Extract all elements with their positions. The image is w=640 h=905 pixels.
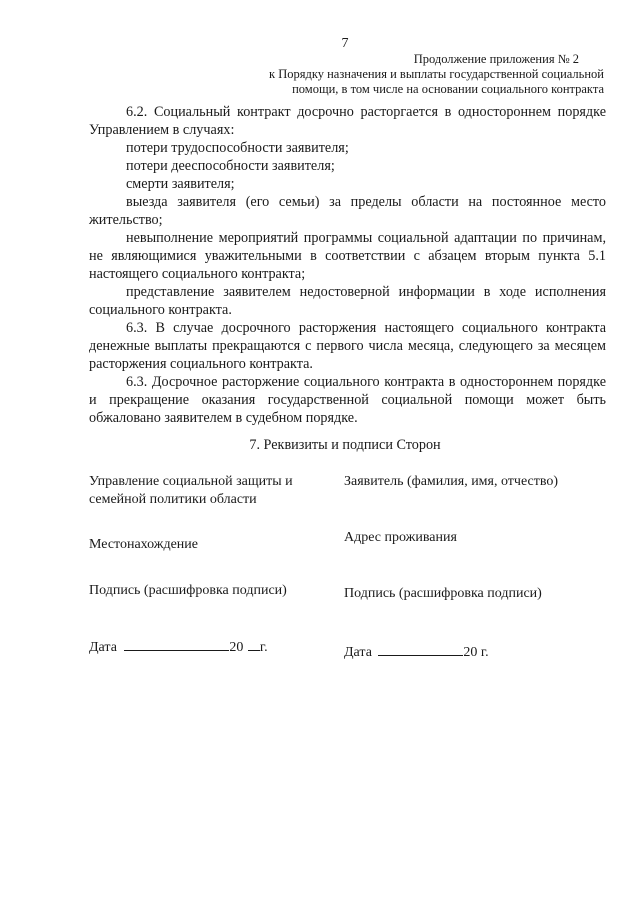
left-location-label: Местонахождение [89, 537, 199, 552]
left-date-label: Дата [89, 640, 117, 655]
left-date-field [89, 637, 268, 657]
left-org-line: семейной политики области [89, 492, 257, 507]
appendix-header [269, 52, 604, 97]
appendix-header-line: помощи, в том числе на основании социального контракта [292, 82, 604, 96]
paragraph-6-2: 6.2. Социальный контракт досрочно расторгается в одностороннем порядке Управлением в случаях: [89, 104, 606, 138]
left-date-year: 20 [229, 640, 244, 655]
right-applicant-label: Заявитель (фамилия, имя, отчество) [344, 474, 559, 489]
list-item: потери дееспособности заявителя; [126, 158, 335, 174]
list-item: невыполнение мероприятий программы социальной адаптации по причинам, не являющимися уважительными в соответствии с абзацем вторым пункта 5.1 настоящего социального контракта; [89, 230, 606, 282]
left-org-name [89, 473, 293, 509]
page-number: 7 [341, 36, 349, 51]
right-address-label: Адрес проживания [344, 530, 457, 545]
paragraph-6-3: 6.3. В случае досрочного расторжения настоящего социального контракта денежные выплаты прекращаются с первого числа месяца, следующего за месяцем расторжения социального контракта. [89, 320, 606, 372]
left-org-line: Управление социальной защиты и [89, 474, 293, 489]
right-date-field [344, 642, 489, 662]
list-item: потери трудоспособности заявителя; [126, 140, 349, 156]
right-date-label: Дата [344, 645, 372, 660]
left-signature-label: Подпись (расшифровка подписи) [89, 583, 287, 598]
right-date-blank [378, 642, 463, 656]
appendix-header-line: Продолжение приложения № 2 [413, 52, 579, 66]
right-signature-label: Подпись (расшифровка подписи) [344, 586, 542, 601]
list-item: представление заявителем недостоверной информации в ходе исполнения социального контракта. [89, 284, 606, 318]
document-body [89, 103, 606, 427]
left-date-suffix: г. [259, 640, 268, 655]
paragraph-6-3-appeal: 6.3. Досрочное расторжение социального контракта в одностороннем порядке и прекращение оказания государственной социальной помощи может быть обжаловано заявителем в судебном порядке. [89, 374, 606, 426]
right-date-suffix: 20 г. [463, 645, 489, 660]
section-title: 7. Реквизиты и подписи Сторон [249, 437, 441, 453]
left-date-blank [124, 637, 229, 651]
list-item: смерти заявителя; [126, 176, 235, 192]
left-year-blank [248, 637, 260, 651]
appendix-header-line: к Порядку назначения и выплаты государственной социальной [269, 67, 604, 81]
list-item: выезда заявителя (его семьи) за пределы области на постоянное место жительство; [89, 194, 606, 228]
